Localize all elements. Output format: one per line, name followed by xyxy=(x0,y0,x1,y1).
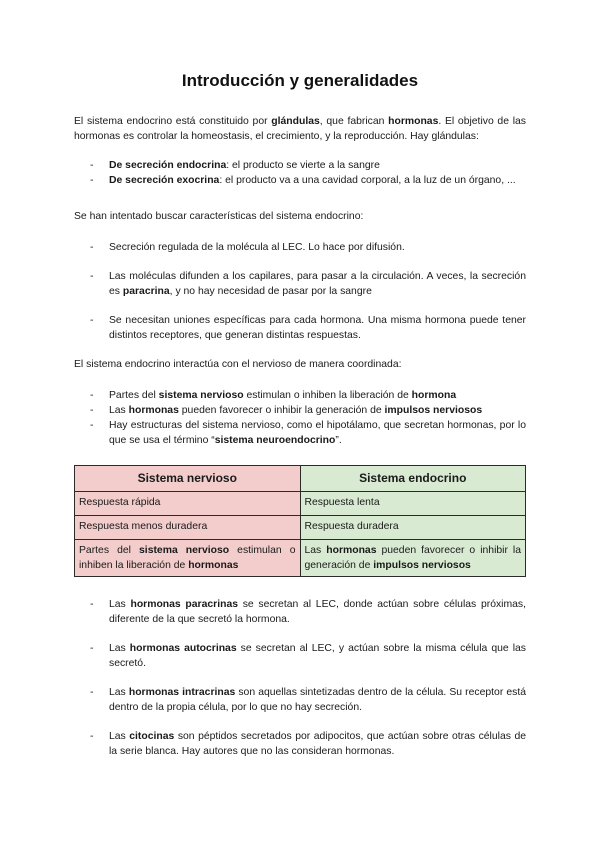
bold-term: sistema nervioso xyxy=(158,390,244,401)
bold-term: impulsos nerviosos xyxy=(373,560,471,571)
bold-term: impulsos nerviosos xyxy=(384,405,483,416)
bold-term: paracrina xyxy=(122,286,170,297)
table-row xyxy=(75,516,526,540)
text-run: El sistema endocrino está constituido por xyxy=(74,116,272,127)
text-run: se secretan al LEC, y actúan sobre la misma célula que las secretó. xyxy=(109,643,526,669)
header-nervous-system: Sistema nervioso xyxy=(75,466,301,492)
text-run: . El objetivo de las hormonas es controlar la homeostasis, el crecimiento, y la reproducción. Hay glándulas: xyxy=(74,116,526,142)
bold-term: sistema neuroendocrino xyxy=(214,435,336,446)
text-run: : el producto va a una cavidad corporal, a la luz de un órgano, ... xyxy=(219,175,516,186)
table-cell: Respuesta lenta xyxy=(300,492,526,516)
characteristics-intro: Se han intentado buscar características del sistema endocrino: xyxy=(74,211,364,222)
bold-term: glándulas xyxy=(271,116,320,127)
bold-term: De secreción exocrina xyxy=(109,175,220,186)
text-run: son péptidos secretados por adipocitos, que actúan sobre otras células de la serie blanca. Hay autores que no las consideran hormonas. xyxy=(109,731,526,757)
text-run: Las moléculas difunden a los capilares, para pasar a la circulación. A veces, la secreción es xyxy=(109,271,526,297)
text-run: Se necesitan uniones específicas para cada hormona. Una misma hormona puede tener distintos receptores, que generan distintas respuestas. xyxy=(109,315,526,341)
bold-term: citocinas xyxy=(129,731,175,742)
table-cell: Respuesta menos duradera xyxy=(75,516,301,540)
text-run: ”. xyxy=(335,435,342,446)
table-cell: Respuesta duradera xyxy=(300,516,526,540)
bold-term: hormonas xyxy=(128,405,179,416)
text-run: Las xyxy=(109,405,129,416)
bold-term: sistema nervioso xyxy=(139,545,230,556)
list-item xyxy=(74,240,526,255)
text-run: Las xyxy=(109,687,129,698)
text-run: pueden favorecer o inhibir la generación de xyxy=(178,405,385,416)
table-row xyxy=(75,540,526,577)
table-cell: Respuesta rápida xyxy=(75,492,301,516)
table-row xyxy=(75,492,526,516)
bold-term: De secreción endocrina xyxy=(109,160,227,171)
bold-term: hormonas xyxy=(326,545,377,556)
text-run: se secretan al LEC, donde actúan sobre células próximas, diferente de la que secretó la hormona. xyxy=(109,599,526,625)
list-item xyxy=(74,269,526,299)
list-item xyxy=(74,388,526,403)
list-item xyxy=(74,313,526,343)
text-run: estimulan o inhiben la liberación de xyxy=(79,545,296,571)
bold-term: hormonas paracrinas xyxy=(130,599,238,610)
text-run: Las xyxy=(304,545,327,556)
text-run: Secreción regulada de la molécula al LEC. Lo hace por difusión. xyxy=(109,242,405,253)
text-run: Las xyxy=(109,643,130,654)
interaction-intro: El sistema endocrino interactúa con el nervioso de manera coordinada: xyxy=(74,359,402,370)
bold-term: hormonas intracrinas xyxy=(128,687,236,698)
text-run: Las xyxy=(109,599,131,610)
bold-term: hormonas xyxy=(188,560,239,571)
text-run: estimulan o inhiben la liberación de xyxy=(243,390,412,401)
intro-paragraph xyxy=(74,114,526,144)
table-cell xyxy=(300,540,526,577)
list-item xyxy=(74,729,526,759)
bold-term: hormonas autocrinas xyxy=(129,643,237,654)
bold-term: hormona xyxy=(411,390,457,401)
text-run: , y no hay necesidad de pasar por la sangre xyxy=(169,286,372,297)
interaction-list xyxy=(74,388,526,448)
text-run: Las xyxy=(109,731,130,742)
text-run: Hay estructuras del sistema nervioso, como el hipotálamo, que secretan hormonas, por lo que se usa el término “ xyxy=(109,420,526,446)
list-item xyxy=(74,173,526,188)
list-item xyxy=(74,158,526,173)
text-run: pueden favorecer o inhibir la generación de xyxy=(304,545,521,571)
text-run: Partes del xyxy=(79,545,140,556)
text-run: , que fabrican xyxy=(319,116,389,127)
table-header-row xyxy=(75,466,526,492)
bold-term: hormonas xyxy=(388,116,439,127)
page-title: Introducción y generalidades xyxy=(181,71,419,90)
list-item xyxy=(74,685,526,715)
header-endocrine-system: Sistema endocrino xyxy=(300,466,526,492)
text-run: Partes del xyxy=(109,390,159,401)
list-item xyxy=(74,418,526,448)
table-cell xyxy=(75,540,301,577)
list-item xyxy=(74,597,526,627)
hormone-types-list xyxy=(74,597,526,759)
document-page xyxy=(74,70,526,773)
glands-list xyxy=(74,158,526,188)
text-run: son aquellas sintetizadas dentro de la célula. Su receptor está dentro de la propia célula, por lo que no hay secreción. xyxy=(109,687,527,713)
list-item xyxy=(74,403,526,418)
list-item xyxy=(74,641,526,671)
text-run: : el producto se vierte a la sangre xyxy=(226,160,380,171)
comparison-table xyxy=(74,465,526,577)
characteristics-list xyxy=(74,240,526,343)
